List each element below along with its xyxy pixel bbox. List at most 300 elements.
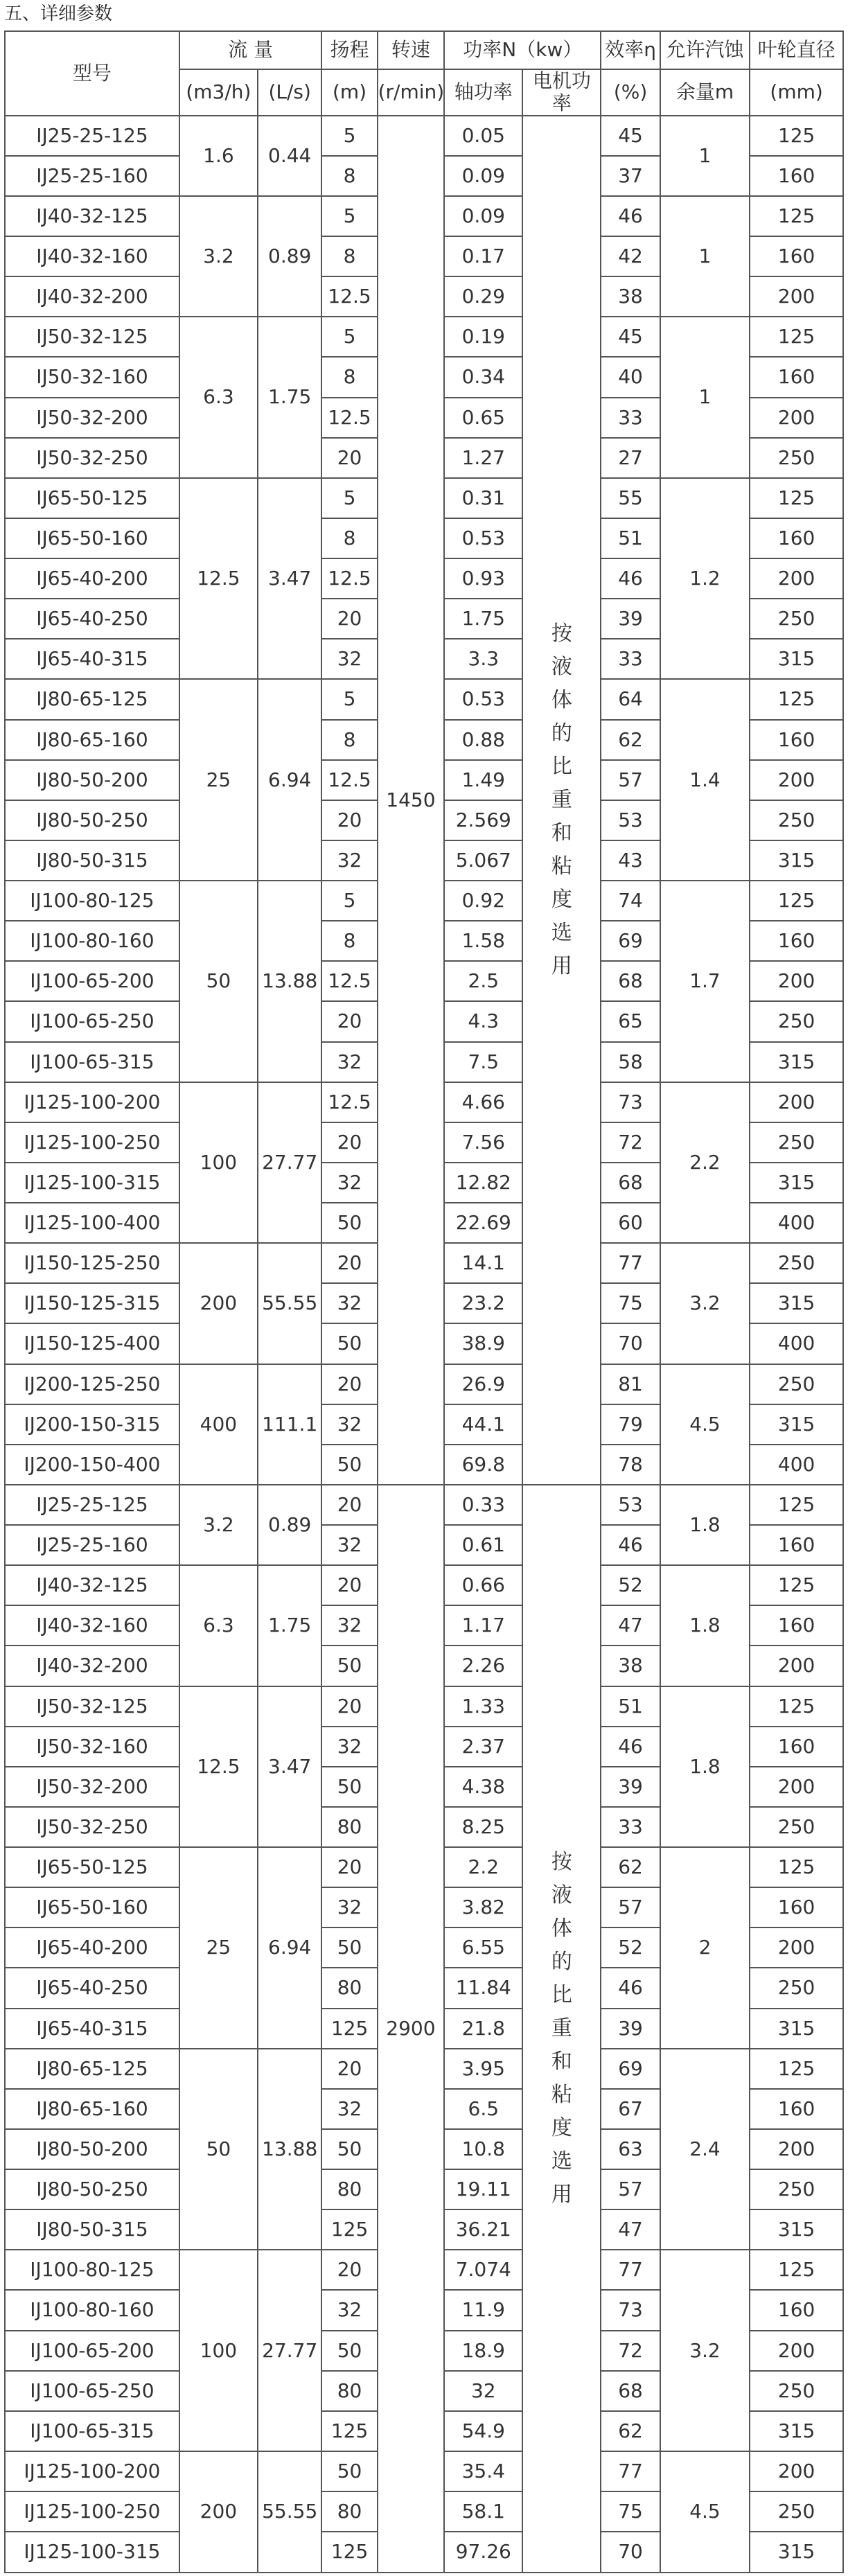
model-cell: IJ100-80-125 <box>5 881 179 921</box>
model-cell: IJ80-65-125 <box>5 2049 179 2089</box>
model-cell: IJ50-32-160 <box>5 357 179 397</box>
shaft-power-cell: 8.25 <box>444 1807 522 1847</box>
efficiency-cell: 38 <box>601 1646 660 1686</box>
shaft-power-cell: 3.95 <box>444 2049 522 2089</box>
flow-m3h-cell: 3.2 <box>179 1485 258 1565</box>
model-cell: IJ80-50-250 <box>5 800 179 840</box>
efficiency-cell: 47 <box>601 1605 660 1646</box>
efficiency-cell: 46 <box>601 196 660 236</box>
impeller-cell: 125 <box>750 679 843 719</box>
efficiency-cell: 69 <box>601 2049 660 2089</box>
shaft-power-cell: 0.17 <box>444 236 522 276</box>
efficiency-cell: 58 <box>601 1042 660 1082</box>
flow-m3h-cell: 6.3 <box>179 1565 258 1686</box>
flow-m3h-cell: 25 <box>179 1847 258 2049</box>
impeller-cell: 200 <box>750 2331 843 2371</box>
impeller-cell: 250 <box>750 1243 843 1283</box>
efficiency-cell: 39 <box>601 1767 660 1807</box>
model-cell: IJ200-125-250 <box>5 1364 179 1404</box>
impeller-cell: 250 <box>750 2491 843 2532</box>
flow-ls-cell: 111.1 <box>258 1364 322 1485</box>
head-cell: 32 <box>321 1042 377 1082</box>
flow-ls-cell: 3.47 <box>258 478 322 680</box>
shaft-power-cell: 4.66 <box>444 1082 522 1122</box>
header-power: 功率N（kw） <box>444 31 601 69</box>
shaft-power-cell: 19.11 <box>444 2169 522 2209</box>
shaft-power-cell: 6.5 <box>444 2089 522 2129</box>
impeller-cell: 125 <box>750 2049 843 2089</box>
impeller-cell: 160 <box>750 1525 843 1565</box>
model-cell: IJ125-100-250 <box>5 2491 179 2532</box>
efficiency-cell: 46 <box>601 558 660 599</box>
flow-m3h-cell: 400 <box>179 1364 258 1485</box>
npsh-cell: 4.5 <box>660 2451 750 2573</box>
head-cell: 20 <box>321 438 377 478</box>
header-head-unit: (m) <box>321 69 377 116</box>
impeller-cell: 250 <box>750 2371 843 2411</box>
efficiency-cell: 73 <box>601 2290 660 2330</box>
head-cell: 8 <box>321 156 377 196</box>
head-cell: 8 <box>321 236 377 276</box>
efficiency-cell: 33 <box>601 639 660 679</box>
efficiency-cell: 68 <box>601 1163 660 1203</box>
efficiency-cell: 72 <box>601 2331 660 2371</box>
impeller-cell: 125 <box>750 1686 843 1727</box>
head-cell: 5 <box>321 317 377 357</box>
head-cell: 32 <box>321 1605 377 1646</box>
shaft-power-cell: 0.61 <box>444 1525 522 1565</box>
motor-power-note-text: 按 液 体 的 比 重 和 粘 度 选 用 <box>551 1849 572 2207</box>
impeller-cell: 315 <box>750 2209 843 2250</box>
impeller-cell: 315 <box>750 840 843 881</box>
efficiency-cell: 64 <box>601 679 660 719</box>
flow-m3h-cell: 200 <box>179 2451 258 2573</box>
head-cell: 50 <box>321 1323 377 1364</box>
impeller-cell: 315 <box>750 1283 843 1323</box>
header-speed: 转速 <box>378 31 445 69</box>
head-cell: 32 <box>321 1283 377 1323</box>
shaft-power-cell: 10.8 <box>444 2129 522 2169</box>
efficiency-cell: 68 <box>601 961 660 1001</box>
impeller-cell: 200 <box>750 1646 843 1686</box>
impeller-cell: 250 <box>750 1122 843 1163</box>
impeller-cell: 160 <box>750 518 843 558</box>
efficiency-cell: 39 <box>601 599 660 639</box>
head-cell: 32 <box>321 1163 377 1203</box>
efficiency-cell: 79 <box>601 1404 660 1445</box>
header-head: 扬程 <box>321 31 377 69</box>
flow-ls-cell: 55.55 <box>258 1243 322 1364</box>
impeller-cell: 315 <box>750 2009 843 2049</box>
npsh-cell: 1.8 <box>660 1565 750 1686</box>
impeller-cell: 200 <box>750 398 843 438</box>
table-row <box>5 116 843 156</box>
impeller-cell: 250 <box>750 1968 843 2008</box>
head-cell: 50 <box>321 2331 377 2371</box>
shaft-power-cell: 11.9 <box>444 2290 522 2330</box>
model-cell: IJ150-125-250 <box>5 1243 179 1283</box>
head-cell: 125 <box>321 2532 377 2573</box>
model-cell: IJ125-100-400 <box>5 1203 179 1243</box>
shaft-power-cell: 0.88 <box>444 720 522 760</box>
efficiency-cell: 51 <box>601 518 660 558</box>
efficiency-cell: 69 <box>601 921 660 961</box>
impeller-cell: 125 <box>750 881 843 921</box>
head-cell: 20 <box>321 1686 377 1727</box>
head-cell: 32 <box>321 1525 377 1565</box>
header-motor-power: 电机功率 <box>522 69 601 116</box>
head-cell: 50 <box>321 2451 377 2491</box>
model-cell: IJ65-40-250 <box>5 599 179 639</box>
head-cell: 20 <box>321 800 377 840</box>
flow-ls-cell: 0.44 <box>258 116 322 196</box>
head-cell: 20 <box>321 1847 377 1887</box>
model-cell: IJ80-50-315 <box>5 840 179 881</box>
model-cell: IJ40-32-160 <box>5 1605 179 1646</box>
model-cell: IJ25-25-160 <box>5 1525 179 1565</box>
shaft-power-cell: 0.31 <box>444 478 522 518</box>
head-cell: 12.5 <box>321 276 377 317</box>
efficiency-cell: 33 <box>601 398 660 438</box>
shaft-power-cell: 3.3 <box>444 639 522 679</box>
shaft-power-cell: 26.9 <box>444 1364 522 1404</box>
efficiency-cell: 77 <box>601 1243 660 1283</box>
impeller-cell: 125 <box>750 478 843 518</box>
shaft-power-cell: 12.82 <box>444 1163 522 1203</box>
model-cell: IJ65-40-250 <box>5 1968 179 2008</box>
model-cell: IJ40-32-125 <box>5 1565 179 1605</box>
npsh-cell: 1.8 <box>660 1686 750 1848</box>
header-efficiency-unit: (%) <box>601 69 660 116</box>
pump-parameter-table <box>4 30 844 2573</box>
head-cell: 12.5 <box>321 961 377 1001</box>
npsh-cell: 4.5 <box>660 1364 750 1485</box>
shaft-power-cell: 0.53 <box>444 518 522 558</box>
head-cell: 80 <box>321 2491 377 2532</box>
flow-m3h-cell: 6.3 <box>179 317 258 478</box>
head-cell: 125 <box>321 2209 377 2250</box>
impeller-cell: 200 <box>750 1767 843 1807</box>
impeller-cell: 315 <box>750 639 843 679</box>
shaft-power-cell: 5.067 <box>444 840 522 881</box>
efficiency-cell: 77 <box>601 2451 660 2491</box>
head-cell: 5 <box>321 679 377 719</box>
head-cell: 32 <box>321 840 377 881</box>
efficiency-cell: 53 <box>601 1485 660 1525</box>
shaft-power-cell: 4.38 <box>444 1767 522 1807</box>
header-speed-unit: (r/min) <box>378 69 445 116</box>
model-cell: IJ125-100-200 <box>5 2451 179 2491</box>
impeller-cell: 200 <box>750 1082 843 1122</box>
model-cell: IJ65-40-315 <box>5 2009 179 2049</box>
head-cell: 50 <box>321 1646 377 1686</box>
shaft-power-cell: 2.5 <box>444 961 522 1001</box>
efficiency-cell: 67 <box>601 2089 660 2129</box>
head-cell: 5 <box>321 196 377 236</box>
efficiency-cell: 57 <box>601 760 660 800</box>
efficiency-cell: 63 <box>601 2129 660 2169</box>
npsh-cell: 1.4 <box>660 679 750 881</box>
impeller-cell: 400 <box>750 1445 843 1485</box>
shaft-power-cell: 2.37 <box>444 1727 522 1767</box>
efficiency-cell: 42 <box>601 236 660 276</box>
flow-ls-cell: 27.77 <box>258 2250 322 2451</box>
head-cell: 125 <box>321 2009 377 2049</box>
model-cell: IJ50-32-200 <box>5 398 179 438</box>
flow-ls-cell: 6.94 <box>258 679 322 881</box>
efficiency-cell: 46 <box>601 1525 660 1565</box>
shaft-power-cell: 0.33 <box>444 1485 522 1525</box>
head-cell: 20 <box>321 2250 377 2290</box>
shaft-power-cell: 0.05 <box>444 116 522 156</box>
head-cell: 32 <box>321 1887 377 1927</box>
model-cell: IJ80-50-250 <box>5 2169 179 2209</box>
model-cell: IJ65-50-125 <box>5 1847 179 1887</box>
impeller-cell: 200 <box>750 2451 843 2491</box>
efficiency-cell: 73 <box>601 1082 660 1122</box>
efficiency-cell: 62 <box>601 2411 660 2451</box>
motor-power-note <box>522 116 601 1485</box>
model-cell: IJ40-32-160 <box>5 236 179 276</box>
model-cell: IJ100-65-200 <box>5 961 179 1001</box>
impeller-cell: 250 <box>750 1364 843 1404</box>
efficiency-cell: 65 <box>601 1001 660 1041</box>
impeller-cell: 160 <box>750 1887 843 1927</box>
head-cell: 32 <box>321 2089 377 2129</box>
head-cell: 8 <box>321 518 377 558</box>
impeller-cell: 250 <box>750 1807 843 1847</box>
flow-ls-cell: 13.88 <box>258 2049 322 2250</box>
model-cell: IJ125-100-315 <box>5 1163 179 1203</box>
shaft-power-cell: 1.17 <box>444 1605 522 1646</box>
shaft-power-cell: 1.49 <box>444 760 522 800</box>
shaft-power-cell: 0.09 <box>444 196 522 236</box>
shaft-power-cell: 2.26 <box>444 1646 522 1686</box>
head-cell: 32 <box>321 1404 377 1445</box>
efficiency-cell: 45 <box>601 317 660 357</box>
speed-cell: 2900 <box>378 1485 445 2573</box>
efficiency-cell: 70 <box>601 2532 660 2573</box>
efficiency-cell: 47 <box>601 2209 660 2250</box>
flow-m3h-cell: 12.5 <box>179 478 258 680</box>
efficiency-cell: 46 <box>601 1727 660 1767</box>
model-cell: IJ65-50-160 <box>5 518 179 558</box>
header-efficiency: 效率η <box>601 31 660 69</box>
efficiency-cell: 57 <box>601 2169 660 2209</box>
flow-ls-cell: 3.47 <box>258 1686 322 1848</box>
efficiency-cell: 38 <box>601 276 660 317</box>
efficiency-cell: 39 <box>601 2009 660 2049</box>
impeller-cell: 315 <box>750 1163 843 1203</box>
header-impeller: 叶轮直径 <box>750 31 843 69</box>
head-cell: 125 <box>321 2411 377 2451</box>
head-cell: 5 <box>321 116 377 156</box>
model-cell: IJ100-80-160 <box>5 921 179 961</box>
model-cell: IJ50-32-125 <box>5 317 179 357</box>
impeller-cell: 250 <box>750 800 843 840</box>
impeller-cell: 125 <box>750 317 843 357</box>
impeller-cell: 200 <box>750 276 843 317</box>
flow-ls-cell: 0.89 <box>258 1485 322 1565</box>
model-cell: IJ200-150-400 <box>5 1445 179 1485</box>
head-cell: 50 <box>321 1767 377 1807</box>
model-cell: IJ200-150-315 <box>5 1404 179 1445</box>
npsh-cell: 1.8 <box>660 1485 750 1565</box>
head-cell: 32 <box>321 2290 377 2330</box>
shaft-power-cell: 97.26 <box>444 2532 522 2573</box>
impeller-cell: 200 <box>750 2129 843 2169</box>
shaft-power-cell: 1.58 <box>444 921 522 961</box>
head-cell: 32 <box>321 1727 377 1767</box>
head-cell: 5 <box>321 881 377 921</box>
impeller-cell: 200 <box>750 558 843 599</box>
impeller-cell: 125 <box>750 1485 843 1525</box>
model-cell: IJ80-50-315 <box>5 2209 179 2250</box>
impeller-cell: 125 <box>750 1565 843 1605</box>
shaft-power-cell: 58.1 <box>444 2491 522 2532</box>
npsh-cell: 1 <box>660 196 750 317</box>
impeller-cell: 125 <box>750 116 843 156</box>
efficiency-cell: 52 <box>601 1565 660 1605</box>
efficiency-cell: 52 <box>601 1927 660 1968</box>
head-cell: 80 <box>321 2169 377 2209</box>
section-title: 五、详细参数 <box>4 3 113 24</box>
head-cell: 20 <box>321 599 377 639</box>
header-flow: 流 量 <box>179 31 322 69</box>
shaft-power-cell: 0.19 <box>444 317 522 357</box>
head-cell: 8 <box>321 357 377 397</box>
impeller-cell: 125 <box>750 196 843 236</box>
model-cell: IJ65-50-125 <box>5 478 179 518</box>
model-cell: IJ80-50-200 <box>5 760 179 800</box>
npsh-cell: 1 <box>660 116 750 196</box>
model-cell: IJ50-32-250 <box>5 1807 179 1847</box>
efficiency-cell: 77 <box>601 2250 660 2290</box>
flow-ls-cell: 6.94 <box>258 1847 322 2049</box>
impeller-cell: 125 <box>750 2250 843 2290</box>
head-cell: 50 <box>321 1445 377 1485</box>
model-cell: IJ125-100-250 <box>5 1122 179 1163</box>
efficiency-cell: 40 <box>601 357 660 397</box>
speed-cell: 1450 <box>378 116 445 1485</box>
model-cell: IJ125-100-315 <box>5 2532 179 2573</box>
flow-ls-cell: 1.75 <box>258 317 322 478</box>
header-npsh: 允许汽蚀 <box>660 31 750 69</box>
model-cell: IJ40-32-200 <box>5 276 179 317</box>
head-cell: 20 <box>321 1565 377 1605</box>
shaft-power-cell: 0.93 <box>444 558 522 599</box>
flow-ls-cell: 27.77 <box>258 1082 322 1244</box>
efficiency-cell: 78 <box>601 1445 660 1485</box>
efficiency-cell: 43 <box>601 840 660 881</box>
head-cell: 50 <box>321 1203 377 1243</box>
impeller-cell: 400 <box>750 1323 843 1364</box>
head-cell: 32 <box>321 639 377 679</box>
header-row-1 <box>5 31 843 69</box>
impeller-cell: 200 <box>750 961 843 1001</box>
header-impeller-unit: (mm) <box>750 69 843 116</box>
model-cell: IJ25-25-125 <box>5 1485 179 1525</box>
flow-ls-cell: 13.88 <box>258 881 322 1082</box>
model-cell: IJ40-32-125 <box>5 196 179 236</box>
efficiency-cell: 68 <box>601 2371 660 2411</box>
impeller-cell: 400 <box>750 1203 843 1243</box>
shaft-power-cell: 23.2 <box>444 1283 522 1323</box>
head-cell: 5 <box>321 478 377 518</box>
flow-m3h-cell: 100 <box>179 1082 258 1244</box>
impeller-cell: 200 <box>750 760 843 800</box>
efficiency-cell: 75 <box>601 2491 660 2532</box>
head-cell: 20 <box>321 1001 377 1041</box>
shaft-power-cell: 4.3 <box>444 1001 522 1041</box>
head-cell: 12.5 <box>321 398 377 438</box>
head-cell: 80 <box>321 2371 377 2411</box>
shaft-power-cell: 11.84 <box>444 1968 522 2008</box>
impeller-cell: 315 <box>750 2532 843 2573</box>
shaft-power-cell: 21.8 <box>444 2009 522 2049</box>
impeller-cell: 315 <box>750 1404 843 1445</box>
efficiency-cell: 72 <box>601 1122 660 1163</box>
model-cell: IJ150-125-400 <box>5 1323 179 1364</box>
efficiency-cell: 60 <box>601 1203 660 1243</box>
model-cell: IJ50-32-200 <box>5 1767 179 1807</box>
header-flow-m3h: (m3/h) <box>179 69 258 116</box>
shaft-power-cell: 2.2 <box>444 1847 522 1887</box>
flow-m3h-cell: 25 <box>179 679 258 881</box>
model-cell: IJ100-65-315 <box>5 2411 179 2451</box>
model-cell: IJ65-40-315 <box>5 639 179 679</box>
head-cell: 20 <box>321 1243 377 1283</box>
head-cell: 8 <box>321 921 377 961</box>
model-cell: IJ100-65-200 <box>5 2331 179 2371</box>
shaft-power-cell: 38.9 <box>444 1323 522 1364</box>
shaft-power-cell: 32 <box>444 2371 522 2411</box>
model-cell: IJ80-65-125 <box>5 679 179 719</box>
flow-m3h-cell: 100 <box>179 2250 258 2451</box>
model-cell: IJ150-125-315 <box>5 1283 179 1323</box>
impeller-cell: 160 <box>750 236 843 276</box>
shaft-power-cell: 1.33 <box>444 1686 522 1727</box>
head-cell: 12.5 <box>321 558 377 599</box>
efficiency-cell: 53 <box>601 800 660 840</box>
shaft-power-cell: 54.9 <box>444 2411 522 2451</box>
model-cell: IJ100-65-250 <box>5 2371 179 2411</box>
impeller-cell: 160 <box>750 921 843 961</box>
shaft-power-cell: 18.9 <box>444 2331 522 2371</box>
model-cell: IJ80-65-160 <box>5 720 179 760</box>
efficiency-cell: 70 <box>601 1323 660 1364</box>
impeller-cell: 160 <box>750 357 843 397</box>
model-cell: IJ80-65-160 <box>5 2089 179 2129</box>
efficiency-cell: 55 <box>601 478 660 518</box>
efficiency-cell: 74 <box>601 881 660 921</box>
impeller-cell: 250 <box>750 599 843 639</box>
impeller-cell: 160 <box>750 2290 843 2330</box>
shaft-power-cell: 0.34 <box>444 357 522 397</box>
motor-power-note <box>522 1485 601 2573</box>
shaft-power-cell: 6.55 <box>444 1927 522 1968</box>
efficiency-cell: 81 <box>601 1364 660 1404</box>
npsh-cell: 2.2 <box>660 1082 750 1244</box>
head-cell: 20 <box>321 1122 377 1163</box>
header-model: 型号 <box>5 31 179 116</box>
model-cell: IJ100-80-160 <box>5 2290 179 2330</box>
efficiency-cell: 62 <box>601 1847 660 1887</box>
shaft-power-cell: 69.8 <box>444 1445 522 1485</box>
impeller-cell: 250 <box>750 2169 843 2209</box>
flow-m3h-cell: 50 <box>179 881 258 1082</box>
head-cell: 20 <box>321 1485 377 1525</box>
